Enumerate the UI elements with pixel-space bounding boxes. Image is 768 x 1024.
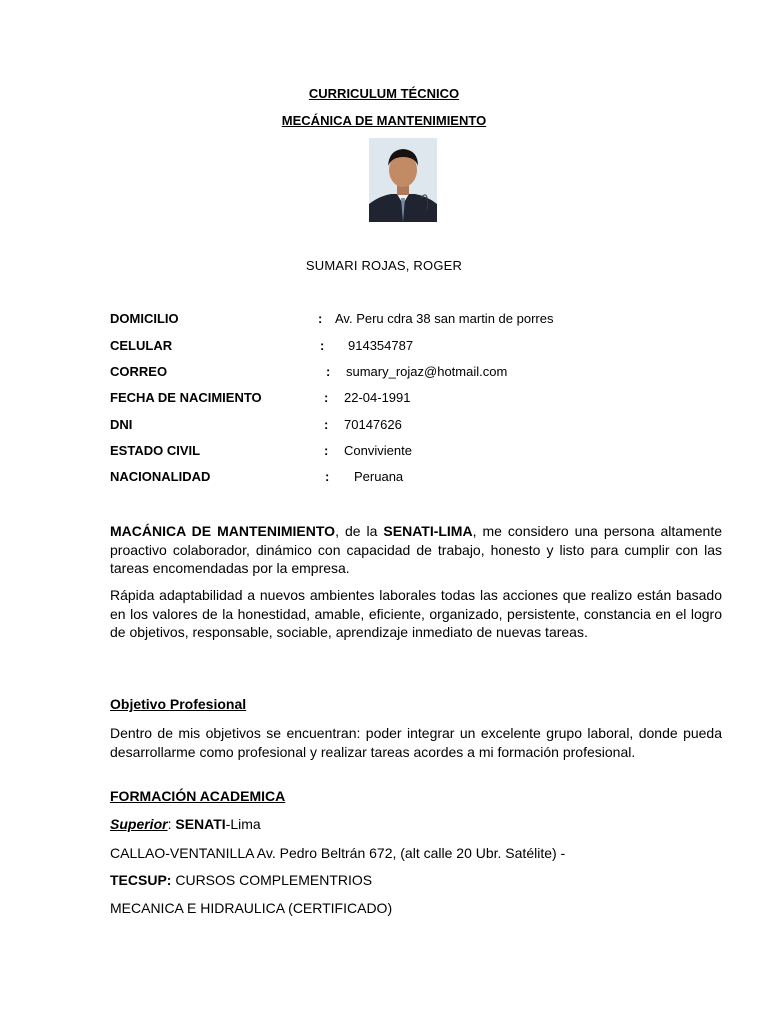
profile-paragraph-2: Rápida adaptabilidad a nuevos ambientes laborales todas las acciones que realizo están basado en los valores de la honestidad, amable, eficiente, organizado, persistente, constancia en el logro de objetivos, responsable, sociable, aprendizaje inmediato de nuevas tareas. xyxy=(110,587,722,640)
info-label-dni: DNI xyxy=(110,417,133,432)
info-label-fecha-nacimiento: FECHA DE NACIMIENTO xyxy=(110,390,262,405)
info-label-estado-civil: ESTADO CIVIL xyxy=(110,443,201,458)
info-colon: : xyxy=(326,364,331,379)
info-colon: : xyxy=(320,338,325,353)
info-colon: : xyxy=(325,469,330,484)
info-value-fecha-nacimiento: 22-04-1991 xyxy=(344,390,411,405)
info-value-estado-civil: Conviviente xyxy=(344,443,412,458)
profile-paragraph-1 xyxy=(110,522,722,578)
info-colon: : xyxy=(324,390,329,405)
profile-specialty: MACÁNICA DE MANTENIMIENTO xyxy=(110,523,336,539)
objective-heading: Objetivo Profesional xyxy=(110,696,247,712)
superior-location: -Lima xyxy=(225,816,261,832)
profile-institution: SENATI-LIMA xyxy=(383,523,473,539)
objective-paragraph: Dentro de mis objetivos se encuentran: poder integrar un excelente grupo laboral, donde pueda desarrollarme como profesional y realizar tareas acordes a mi formación profesional. xyxy=(110,725,722,760)
info-colon: : xyxy=(324,417,329,432)
info-value-nacionalidad: Peruana xyxy=(354,469,404,484)
info-value-dni: 70147626 xyxy=(344,417,402,432)
tecsup-courses: CURSOS COMPLEMENTRIOS xyxy=(171,872,373,888)
education-superior xyxy=(110,816,261,832)
superior-institution: SENATI xyxy=(175,816,226,832)
education-tecsup xyxy=(110,872,372,888)
document-title: CURRICULUM TÉCNICO xyxy=(308,86,460,101)
superior-separator: : xyxy=(167,816,176,832)
info-colon: : xyxy=(318,311,323,326)
document-subtitle: MECÁNICA DE MANTENIMIENTO xyxy=(281,113,487,128)
info-value-celular: 914354787 xyxy=(348,338,414,353)
info-label-nacionalidad: NACIONALIDAD xyxy=(110,469,211,484)
profile-text: , de la xyxy=(335,523,384,539)
info-label-domicilio: DOMICILIO xyxy=(110,311,179,326)
info-value-correo: sumary_rojaz@hotmail.com xyxy=(346,364,508,379)
info-label-correo: CORREO xyxy=(110,364,168,379)
education-heading: FORMACIÓN ACADEMICA xyxy=(110,788,286,804)
info-colon: : xyxy=(324,443,329,458)
profile-text: , me considero una persona altamente proactivo colaborador, dinámico con capacidad de trabajo, honesto y listo para cumplir con las tareas encomendadas por la empresa. xyxy=(110,523,722,576)
education-address: CALLAO-VENTANILLA Av. Pedro Beltrán 672, (alt calle 20 Ubr. Satélite) - xyxy=(110,845,566,861)
info-value-domicilio: Av. Peru cdra 38 san martin de porres xyxy=(335,311,554,326)
education-certificate: MECANICA E HIDRAULICA (CERTIFICADO) xyxy=(110,900,393,916)
superior-label: Superior xyxy=(110,816,168,832)
tecsup-label: TECSUP: xyxy=(110,872,172,888)
profile-photo xyxy=(369,138,437,222)
info-label-celular: CELULAR xyxy=(110,338,173,353)
candidate-name: SUMARI ROJAS, ROGER xyxy=(305,258,463,273)
